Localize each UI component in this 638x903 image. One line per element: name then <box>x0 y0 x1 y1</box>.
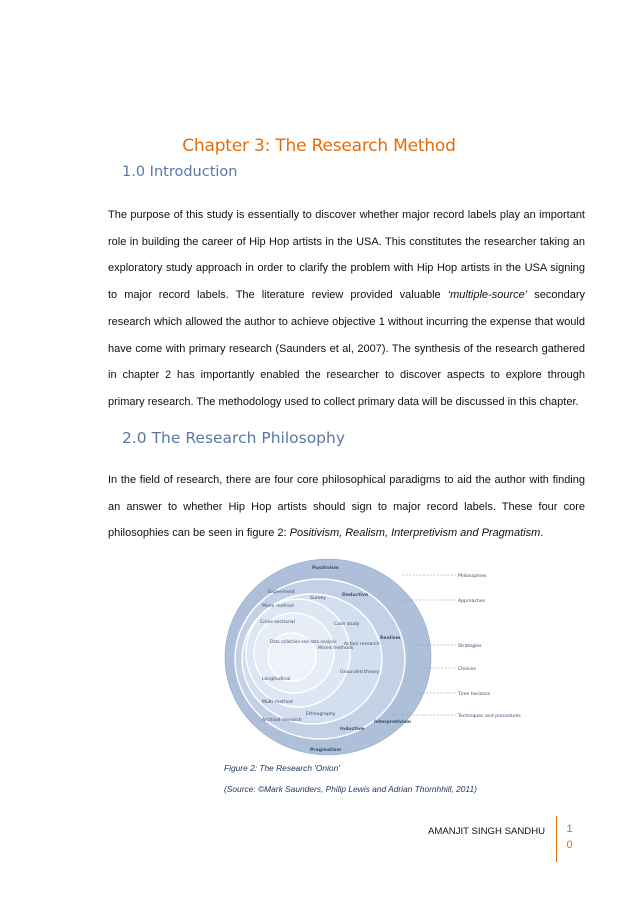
layer-label: Strategies <box>458 644 482 649</box>
intro-text-2: secondary research which allowed the author to achieve objective 1 without incurring the expense that would have come with primary research (Saunders et al, 2007). The synthesis of the research gathered in chapter 2 has importantly enabled the researcher to discover aspects to explore through primary research. The methodology used to collect primary data will be discussed in this chapter. <box>108 289 585 408</box>
intro-text-italic: ‘multiple-source’ <box>447 289 528 302</box>
philosophy-heading: 2.0 The Research Philosophy <box>122 429 346 447</box>
page-number-digit-2: 0 <box>566 839 573 851</box>
footer-author: AMANJIT SINGH SANDHU <box>428 826 546 837</box>
inner-label: Archival research <box>262 718 302 723</box>
philosophy-text-italic: Positivism, Realism, Interpretivism and Pragmatism <box>289 527 541 540</box>
inner-label: Case study <box>334 622 360 627</box>
inner-label: Mono method <box>262 604 294 609</box>
layer-labels <box>457 573 521 719</box>
ring-label: Inductive <box>340 727 365 732</box>
research-onion-svg <box>220 553 521 760</box>
inner-label: Mixed methods <box>318 646 354 651</box>
inner-label: Multi-method <box>262 700 293 705</box>
inner-label: Survey <box>310 596 326 601</box>
figure-caption: Figure 2: The Research 'Onion' <box>224 763 340 773</box>
inner-label: Data collection and data analysis <box>270 639 337 644</box>
figure-source: (Source: ©Mark Saunders, Philip Lewis and Adrian Thornhhill, 2011) <box>224 784 477 794</box>
inner-label: Cross-sectional <box>260 620 295 625</box>
ring-label: Realism <box>380 636 401 641</box>
philosophy-text-2: . <box>540 527 544 540</box>
page-number <box>556 816 582 862</box>
intro-text-1: The purpose of this study is essentially to discover whether major record labels play an important role in building the career of Hip Hop artists in the USA. This constitutes the researcher taking an exploratory study approach in order to clarify the problem with Hip Hop artists in the USA signing to major record labels. The literature review provided valuable <box>108 209 585 302</box>
inner-label: Experiment <box>268 590 295 595</box>
layer-label: Time horizons <box>458 692 491 697</box>
research-onion-diagram <box>220 553 521 760</box>
layer-label: Philosophies <box>458 574 487 579</box>
philosophy-paragraph <box>108 467 585 547</box>
layer-label: Choices <box>458 667 476 672</box>
chapter-title: Chapter 3: The Research Method <box>182 136 456 156</box>
layer-label: Approaches <box>458 599 486 604</box>
inner-label: Action research <box>344 642 380 647</box>
ring-label: Interpretivism <box>374 720 412 725</box>
inner-label: Grounded theory <box>340 670 380 675</box>
inner-label: Longitudinal <box>262 677 291 682</box>
inner-label: Ethnography <box>306 712 336 717</box>
intro-paragraph <box>108 202 585 416</box>
philosophy-text-1: In the field of research, there are four core philosophical paradigms to aid the author with finding an answer to whether Hip Hop artists should sign to major record labels. These four core philosophies can be seen in figure 2: <box>108 474 585 540</box>
ring-label: Deductive <box>342 593 369 598</box>
page-number-digit-1: 1 <box>566 823 573 835</box>
intro-heading: 1.0 Introduction <box>122 164 238 180</box>
ring-label: Positivism <box>312 566 339 571</box>
ring-label: Pragmatism <box>310 748 342 753</box>
layer-label: Techniques and procedures <box>458 714 521 719</box>
